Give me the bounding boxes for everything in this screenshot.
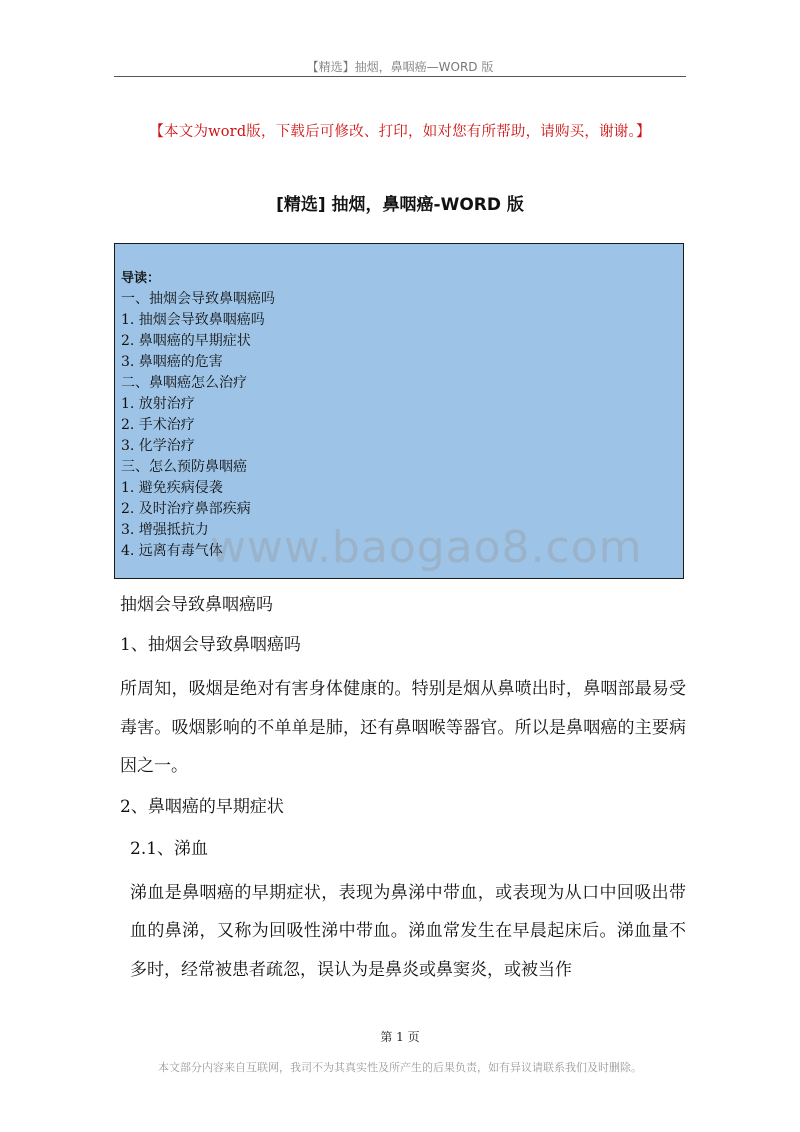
toc-item: 1. 抽烟会导致鼻咽癌吗 [121,312,265,328]
subsubsection-title: 2.1、涕血 [130,838,209,859]
toc-item: 3. 鼻咽癌的危害 [121,354,223,370]
toc-item: 2. 及时治疗鼻部疾病 [121,501,251,517]
document-body [120,588,686,993]
toc-item: 3. 化学治疗 [121,438,195,454]
page-header: 【精选】抽烟，鼻咽癌—WORD 版 [306,60,494,74]
toc-item: 二、鼻咽癌怎么治疗 [121,375,247,391]
toc-item: 三、怎么预防鼻咽癌 [121,459,247,475]
subsection-title: 1、抽烟会导致鼻咽癌吗 [120,635,301,655]
toc-item: 3. 增强抵抗力 [121,522,209,538]
toc-item: 一、抽烟会导致鼻咽癌吗 [121,291,275,307]
footer-disclaimer: 本文部分内容来自互联网，我司不为其真实性及所产生的后果负责，如有异议请联系我们及时删除。 [158,1061,642,1074]
paragraph: 所周知，吸烟是绝对有害身体健康的。特别是烟从鼻喷出时，鼻咽部最易受毒害。吸烟影响的不单单是肺，还有鼻咽喉等器官。所以是鼻咽癌的主要病因之一。 [120,679,686,776]
toc-item: 4. 远离有毒气体 [121,543,223,559]
header-rule [114,76,686,77]
subsection-title: 2、鼻咽癌的早期症状 [120,796,284,817]
toc-item: 2. 手术治疗 [121,417,195,433]
toc-item: 1. 避免疾病侵袭 [121,480,223,496]
page-number: 第 1 页 [380,1030,420,1044]
watermark: www.baogao8.com [210,522,643,573]
toc-item: 1. 放射治疗 [121,396,195,412]
document-title: [精选] 抽烟，鼻咽癌-WORD 版 [276,195,524,215]
download-notice: 【本文为word版，下载后可修改、打印，如对您有所帮助，请购买，谢谢。】 [149,124,651,140]
section-title: 抽烟会导致鼻咽癌吗 [120,595,273,615]
toc-heading: 导读： [121,271,161,286]
paragraph: 涕血是鼻咽癌的早期症状，表现为鼻涕中带血，或表现为从口中回吸出带血的鼻涕，又称为回吸性涕中带血。涕血常发生在早晨起床后。涕血量不多时，经常被患者疏忽，误认为是鼻炎或鼻窦炎，或被当作 [130,882,686,980]
toc-item: 2. 鼻咽癌的早期症状 [121,333,251,349]
